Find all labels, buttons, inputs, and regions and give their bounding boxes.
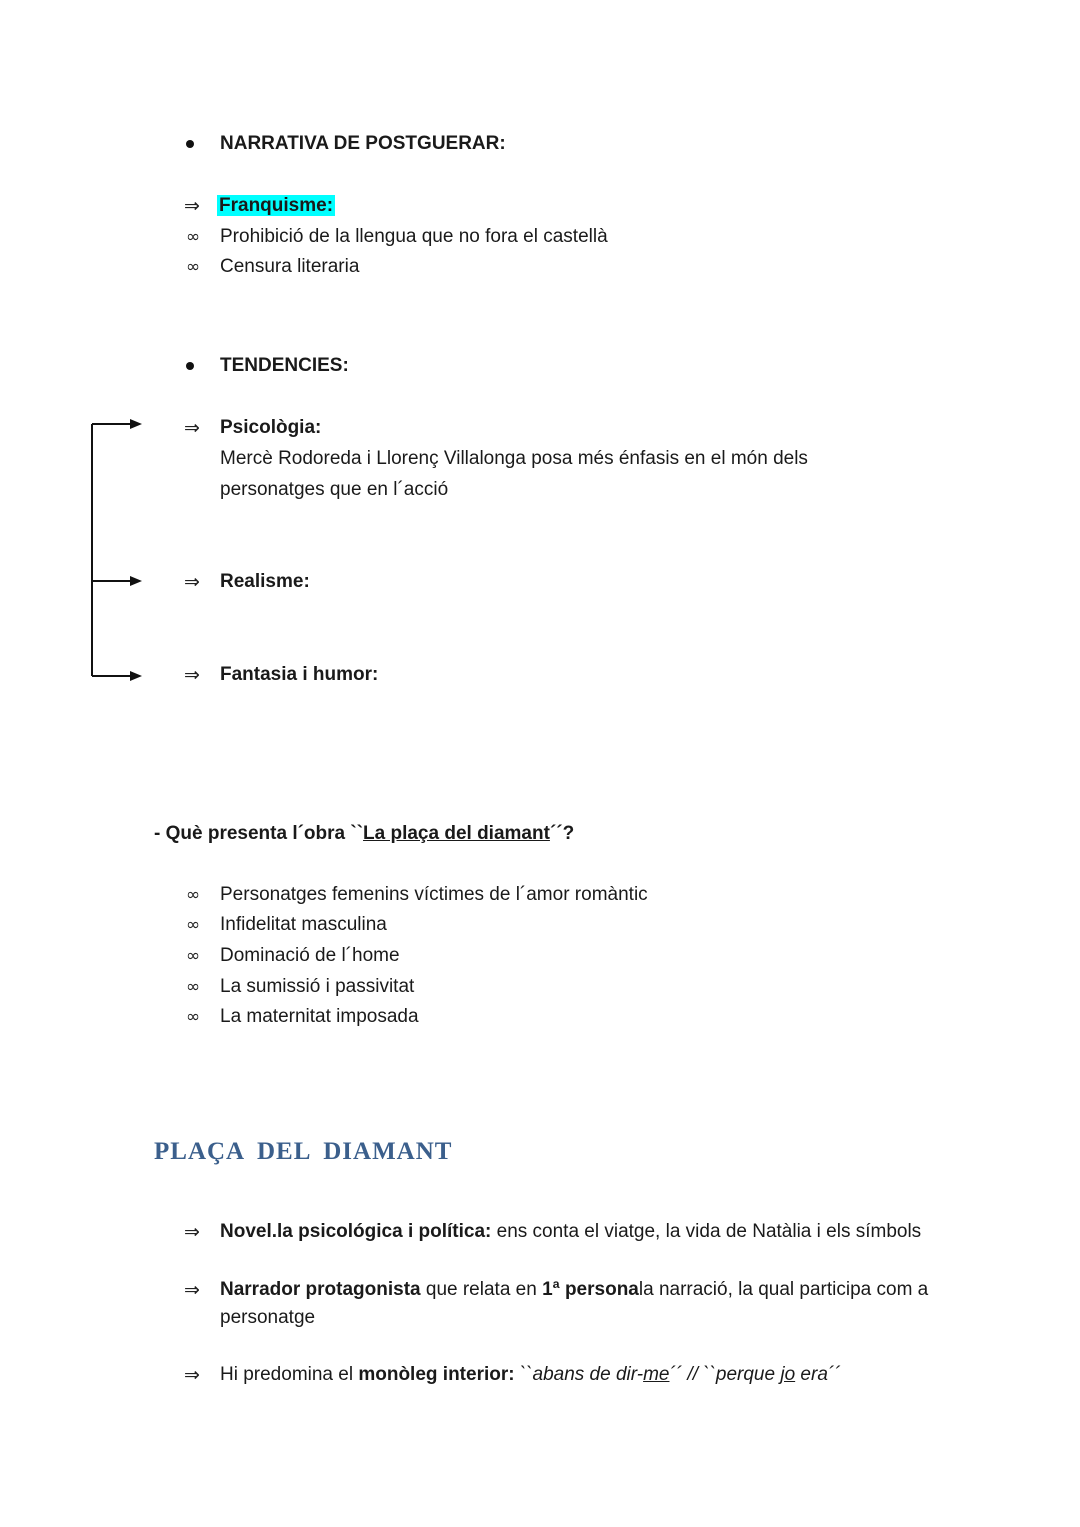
double-arrow-icon: ⇒ (184, 1364, 200, 1386)
list-item: Prohibició de la llengua que no fora el castellà (220, 226, 608, 247)
infinity-icon: ∞ (186, 227, 201, 247)
infinity-icon: ∞ (186, 257, 201, 277)
point-monoleg: Hi predomina el monòleg interior: ``abans de dir-me´´ // ``perque jo era´´ (220, 1364, 841, 1385)
list-item: La maternitat imposada (220, 1006, 419, 1027)
section-title-postguerra: NARRATIVA DE POSTGUERAR: (220, 133, 506, 154)
infinity-icon: ∞ (186, 1007, 201, 1027)
list-item: La sumissió i passivitat (220, 976, 415, 997)
list-item: Infidelitat masculina (220, 914, 387, 935)
arrowhead-icon (130, 671, 142, 681)
point-narrador-line2: personatge (220, 1307, 316, 1328)
infinity-icon: ∞ (186, 885, 201, 905)
psicologia-text-line: Mercè Rodoreda i Llorenç Villalonga posa més énfasis en el món dels (220, 448, 808, 469)
list-item: Personatges femenins víctimes de l´amor romàntic (220, 884, 648, 905)
realisme-label: Realisme: (220, 571, 310, 592)
fantasia-label: Fantasia i humor: (220, 664, 379, 685)
infinity-icon: ∞ (186, 946, 201, 966)
bullet-icon (186, 362, 194, 370)
arrowhead-icon (130, 576, 142, 586)
double-arrow-icon: ⇒ (184, 664, 200, 686)
franquisme-label: Franquisme: (219, 195, 334, 216)
section-title-tendencies: TENDENCIES: (220, 355, 349, 376)
question-heading: - Què presenta l´obra ``La plaça del diamant´´? (154, 823, 575, 844)
infinity-icon: ∞ (186, 915, 201, 935)
list-item: Dominació de l´home (220, 945, 400, 966)
double-arrow-icon: ⇒ (184, 1221, 200, 1243)
double-arrow-icon: ⇒ (184, 1279, 200, 1301)
bracket-connector-diagram (80, 410, 150, 690)
point-novella: Novel.la psicológica i política: ens conta el viatge, la vida de Natàlia i els símbols (220, 1221, 922, 1242)
bullet-icon (186, 140, 194, 148)
section-heading-placa: PLAÇA DEL DIAMANT (154, 1138, 453, 1165)
psicologia-text-line: personatges que en l´acció (220, 479, 449, 500)
list-item: Censura literaria (220, 256, 360, 277)
psicologia-label: Psicològia: (220, 417, 322, 438)
arrowhead-icon (130, 419, 142, 429)
double-arrow-icon: ⇒ (184, 195, 200, 217)
infinity-icon: ∞ (186, 977, 201, 997)
double-arrow-icon: ⇒ (184, 417, 200, 439)
point-narrador: Narrador protagonista que relata en 1ª personala narració, la qual participa com a (220, 1279, 929, 1300)
double-arrow-icon: ⇒ (184, 571, 200, 593)
